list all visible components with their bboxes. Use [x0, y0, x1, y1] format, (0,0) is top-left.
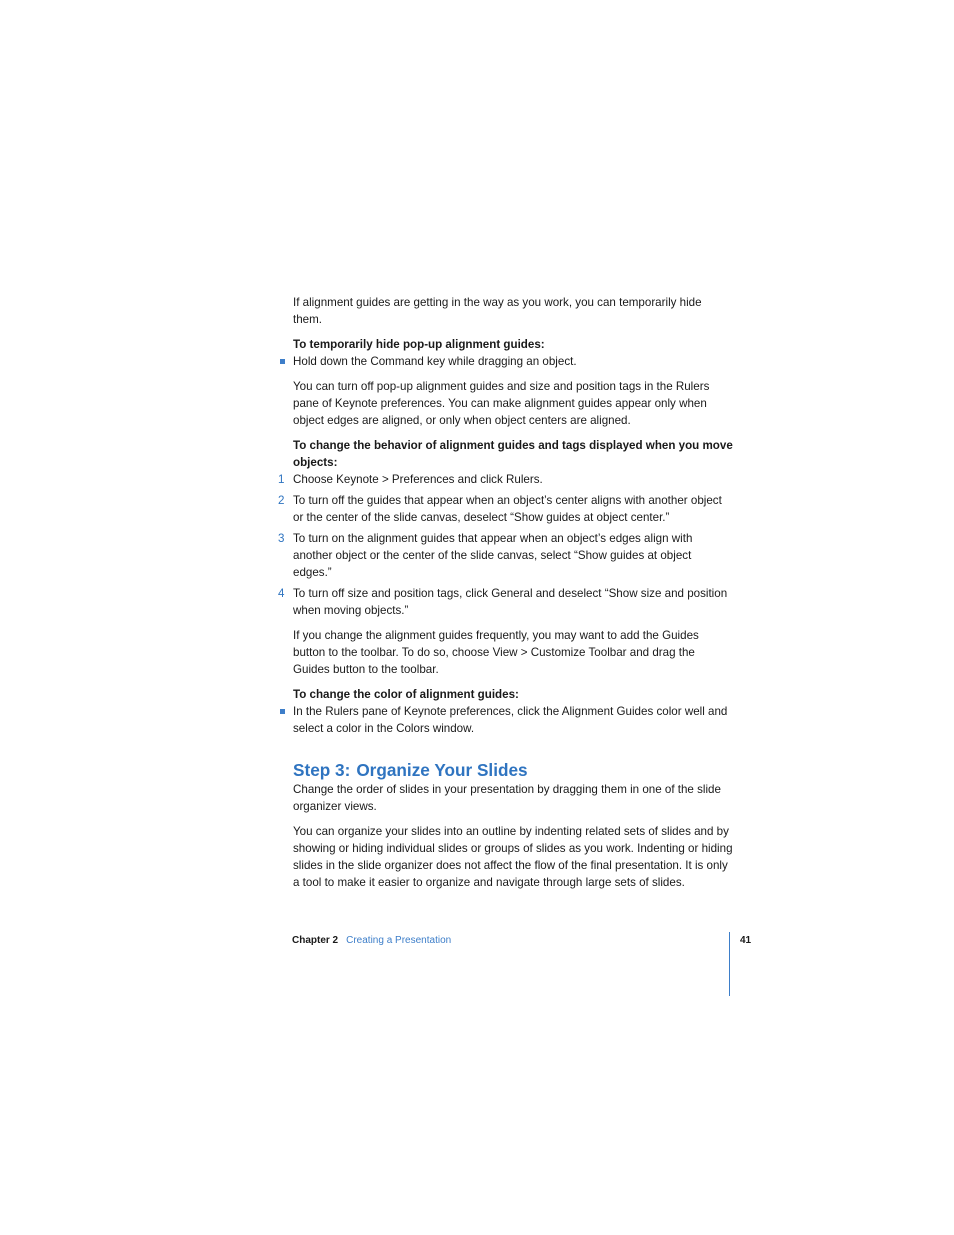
footer-divider: [729, 932, 730, 996]
step-number: 3: [278, 531, 285, 545]
page-footer: [292, 934, 451, 947]
hide-guides-heading: To temporarily hide pop-up alignment guides:: [293, 337, 545, 351]
step-text: Choose Keynote > Preferences and click Rulers.: [293, 473, 543, 487]
footer-chapter-title: Creating a Presentation: [346, 935, 452, 946]
color-bullet: [293, 703, 733, 737]
behavior-heading: To change the behavior of alignment guides and tags displayed when you move objects:: [293, 438, 733, 470]
footer-chapter: Chapter 2: [292, 935, 339, 946]
step-item-4: [278, 585, 733, 619]
section-paragraph-2: You can organize your slides into an outline by indenting related sets of slides and by showing or hiding individual slides or groups of slides as you work. Indenting or hiding slides in the slide organizer does not affect the flow of the final presentation. It is only a tool to make it easier to organize and navigate through large sets of slides.: [293, 824, 733, 890]
page-number: 41: [740, 935, 752, 946]
section-step-label: Step 3:: [293, 759, 351, 780]
turn-off-paragraph: You can turn off pop-up alignment guides and size and position tags in the Rulers pane of Keynote preferences. You can make alignment guides appear only when object edges are aligned, or only when object centers are aligned.: [293, 379, 710, 428]
section-heading: [293, 760, 733, 780]
section-title-text: Organize Your Slides: [356, 759, 528, 780]
square-bullet-icon: [280, 359, 285, 364]
bullet-text: Hold down the Command key while dragging an object.: [293, 355, 577, 369]
step-text: To turn on the alignment guides that appear when an object’s edges align with another object or the center of the slide canvas, select “Show guides at object edges.”: [293, 531, 693, 580]
page-body: [278, 294, 733, 899]
section-paragraph-1: Change the order of slides in your presentation by dragging them in one of the slide organizer views.: [293, 782, 721, 813]
step-item-3: [278, 530, 733, 582]
step-item-2: [278, 492, 733, 526]
step-text: To turn off size and position tags, click General and deselect “Show size and position when moving objects.”: [293, 587, 728, 618]
color-heading: To change the color of alignment guides:: [293, 688, 519, 702]
square-bullet-icon: [280, 709, 285, 714]
step-item-1: [278, 471, 733, 488]
step-number: 4: [278, 587, 285, 601]
step-number: 1: [278, 473, 285, 487]
hide-guides-bullet: [293, 353, 733, 370]
toolbar-tip-paragraph: If you change the alignment guides frequently, you may want to add the Guides button to the toolbar. To do so, choose View > Customize Toolbar and drag the Guides button to the toolbar.: [293, 628, 699, 677]
step-text: To turn off the guides that appear when an object’s center aligns with another object or the center of the slide canvas, deselect “Show guides at object center.”: [293, 494, 722, 525]
intro-paragraph: If alignment guides are getting in the way as you work, you can temporarily hide them.: [293, 296, 702, 327]
bullet-text: In the Rulers pane of Keynote preferences, click the Alignment Guides color well and select a color in the Colors window.: [293, 705, 728, 736]
step-number: 2: [278, 494, 285, 508]
